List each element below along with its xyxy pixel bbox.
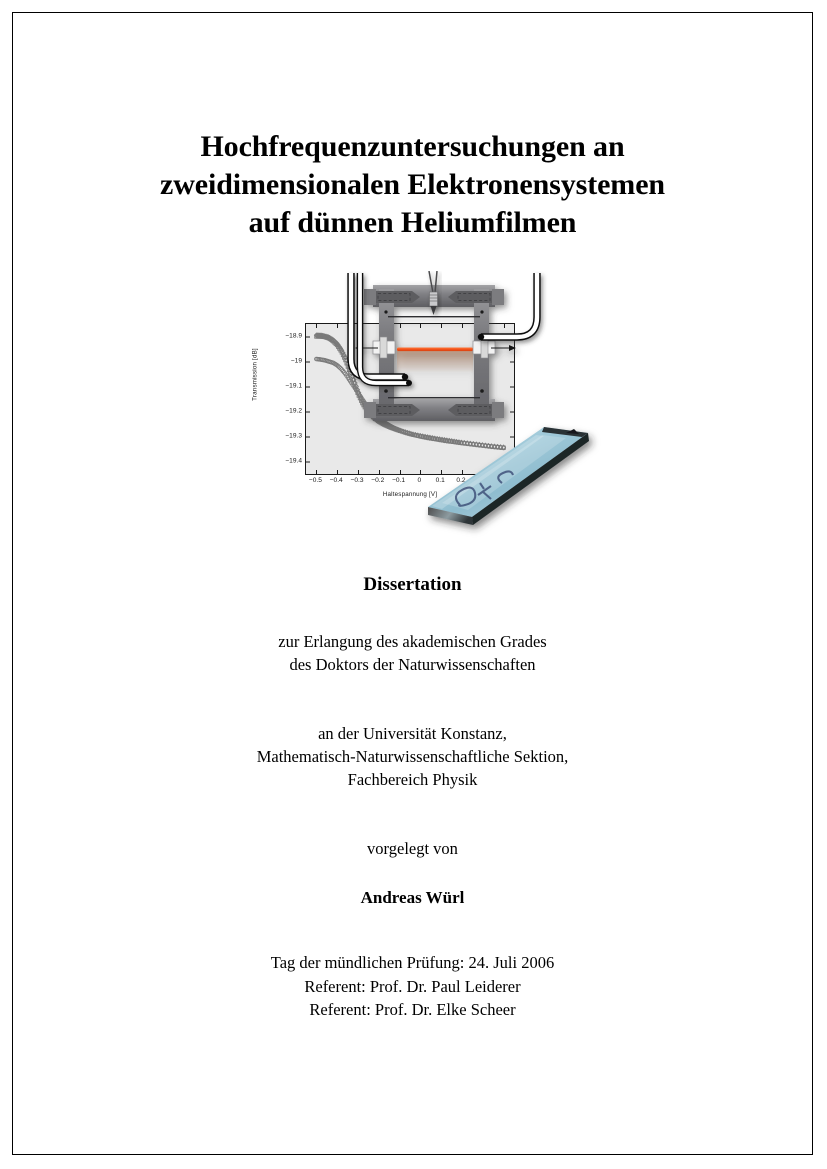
y-tick-mark [306,386,310,387]
probe-needle [429,271,438,315]
institution-line-2: Mathematisch-Naturwissenschaftliche Sektion, [256,747,569,766]
x-tick-label: 0.2 [456,477,466,484]
y-tick-mark [306,411,310,412]
x-tick-label: −0.5 [308,477,322,484]
plot-y-axis-label: Transmission [dB] [251,348,259,401]
purpose-line-2: des Doktors der Naturwissenschaften [289,655,536,674]
cover-text-block [13,573,812,1022]
x-tick-label: 0.1 [435,477,445,484]
y-tick-label: −19.1 [285,382,302,389]
y-tick-mark [306,436,310,437]
y-tick-label: −18.9 [285,332,302,339]
x-tick-label: −0.3 [350,477,364,484]
institution-line-1: an der Universität Konstanz, [318,724,507,743]
y-tick-label: −19 [290,357,302,364]
electron-layer-line [397,348,473,352]
glass-substrate-sample-photo [416,411,606,541]
plot-y-ticks [241,323,302,475]
y-tick-label: −19.4 [285,457,302,464]
cell-bolt-top-right [448,289,504,305]
plot-x-axis-label: Haltespannung [V] [382,491,438,498]
x-tick-label: 0 [417,477,422,484]
purpose-line-1: zur Erlangung des akademischen Grades [278,632,547,651]
cell-bolt-bottom-left [364,402,420,418]
cover-figure [241,271,601,551]
title-line-2: zweidimensionalen Elektronensystemen [159,168,665,201]
x-tick-label: −0.4 [329,477,343,484]
heater-glow [397,351,473,373]
y-tick-mark [306,336,310,337]
cell-inner-line-top [388,316,480,317]
exam-date-line: Tag der mündlichen Prüfung: 24. Juli 2006 [270,953,555,972]
title-line-3: auf dünnen Heliumfilmen [248,206,577,239]
x-tick-label: −0.2 [371,477,385,484]
institution-line-3: Fachbereich Physik [347,770,478,789]
y-tick-label: −19.3 [285,432,302,439]
cell-inner-line-bottom [388,397,480,398]
referee-line-1: Referent: Prof. Dr. Paul Leiderer [304,976,521,996]
y-tick-label: −19.2 [285,407,302,414]
document-type: Dissertation [363,574,462,595]
cell-bolt-top-left [364,289,420,305]
y-tick-mark [306,361,310,362]
submitted-by-label: vorgelegt von [367,839,458,858]
y-tick-mark [306,461,310,462]
sample-slide [428,427,589,525]
title-page [12,12,813,1155]
x-tick-label: −0.1 [392,477,406,484]
author-name: Andreas Würl [360,888,465,907]
title-line-1: Hochfrequenzuntersuchungen an [200,130,625,163]
x-tick-mark [316,470,317,474]
referee-line-2: Referent: Prof. Dr. Elke Scheer [309,1000,516,1019]
x-tick-mark [316,324,317,328]
page-title [13,128,812,242]
